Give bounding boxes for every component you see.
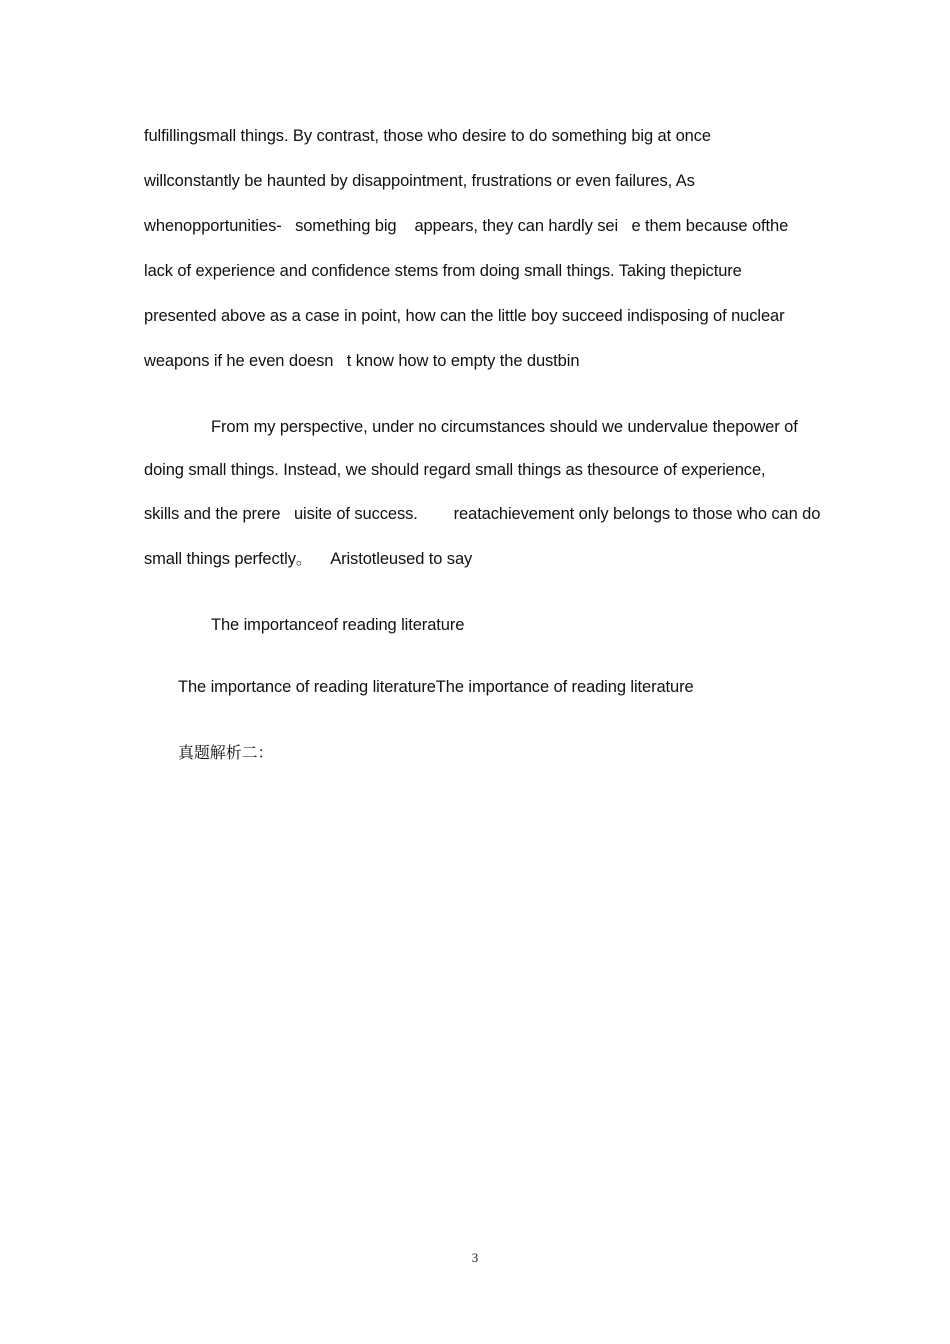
- section-label: 真题解析二：: [178, 743, 274, 762]
- page-number: 3: [471, 1250, 479, 1265]
- paragraph-1-line-5: presented above as a case in point, how can the little boy succeed indisposing of nuclear: [144, 307, 785, 325]
- paragraph-2-line-1: From my perspective, under no circumstances should we undervalue thepower of: [211, 418, 798, 436]
- paragraph-1-line-6: weapons if he even doesn t know how to empty the dustbin: [144, 352, 580, 370]
- paragraph-1-line-3: whenopportunities- something big appears, they can hardly sei e them because ofthe: [144, 217, 789, 235]
- paragraph-1-line-2: willconstantly be haunted by disappointment, frustrations or even failures, As: [144, 172, 695, 190]
- paragraph-2-line-4: small things perfectly。 Aristotleused to say: [144, 550, 473, 568]
- heading-importance-reading-literature-repeated: The importance of reading literatureThe importance of reading literature: [178, 678, 694, 696]
- paragraph-1-line-1: fulfillingsmall things. By contrast, those who desire to do something big at once: [144, 127, 711, 145]
- paragraph-2-line-2: doing small things. Instead, we should regard small things as thesource of experience,: [144, 461, 766, 479]
- paragraph-2-line-3: skills and the prere uisite of success. reatachievement only belongs to those who can do: [144, 505, 821, 523]
- paragraph-1-line-4: lack of experience and confidence stems from doing small things. Taking thepicture: [144, 262, 742, 280]
- heading-importance-reading-literature: The importanceof reading literature: [211, 616, 465, 634]
